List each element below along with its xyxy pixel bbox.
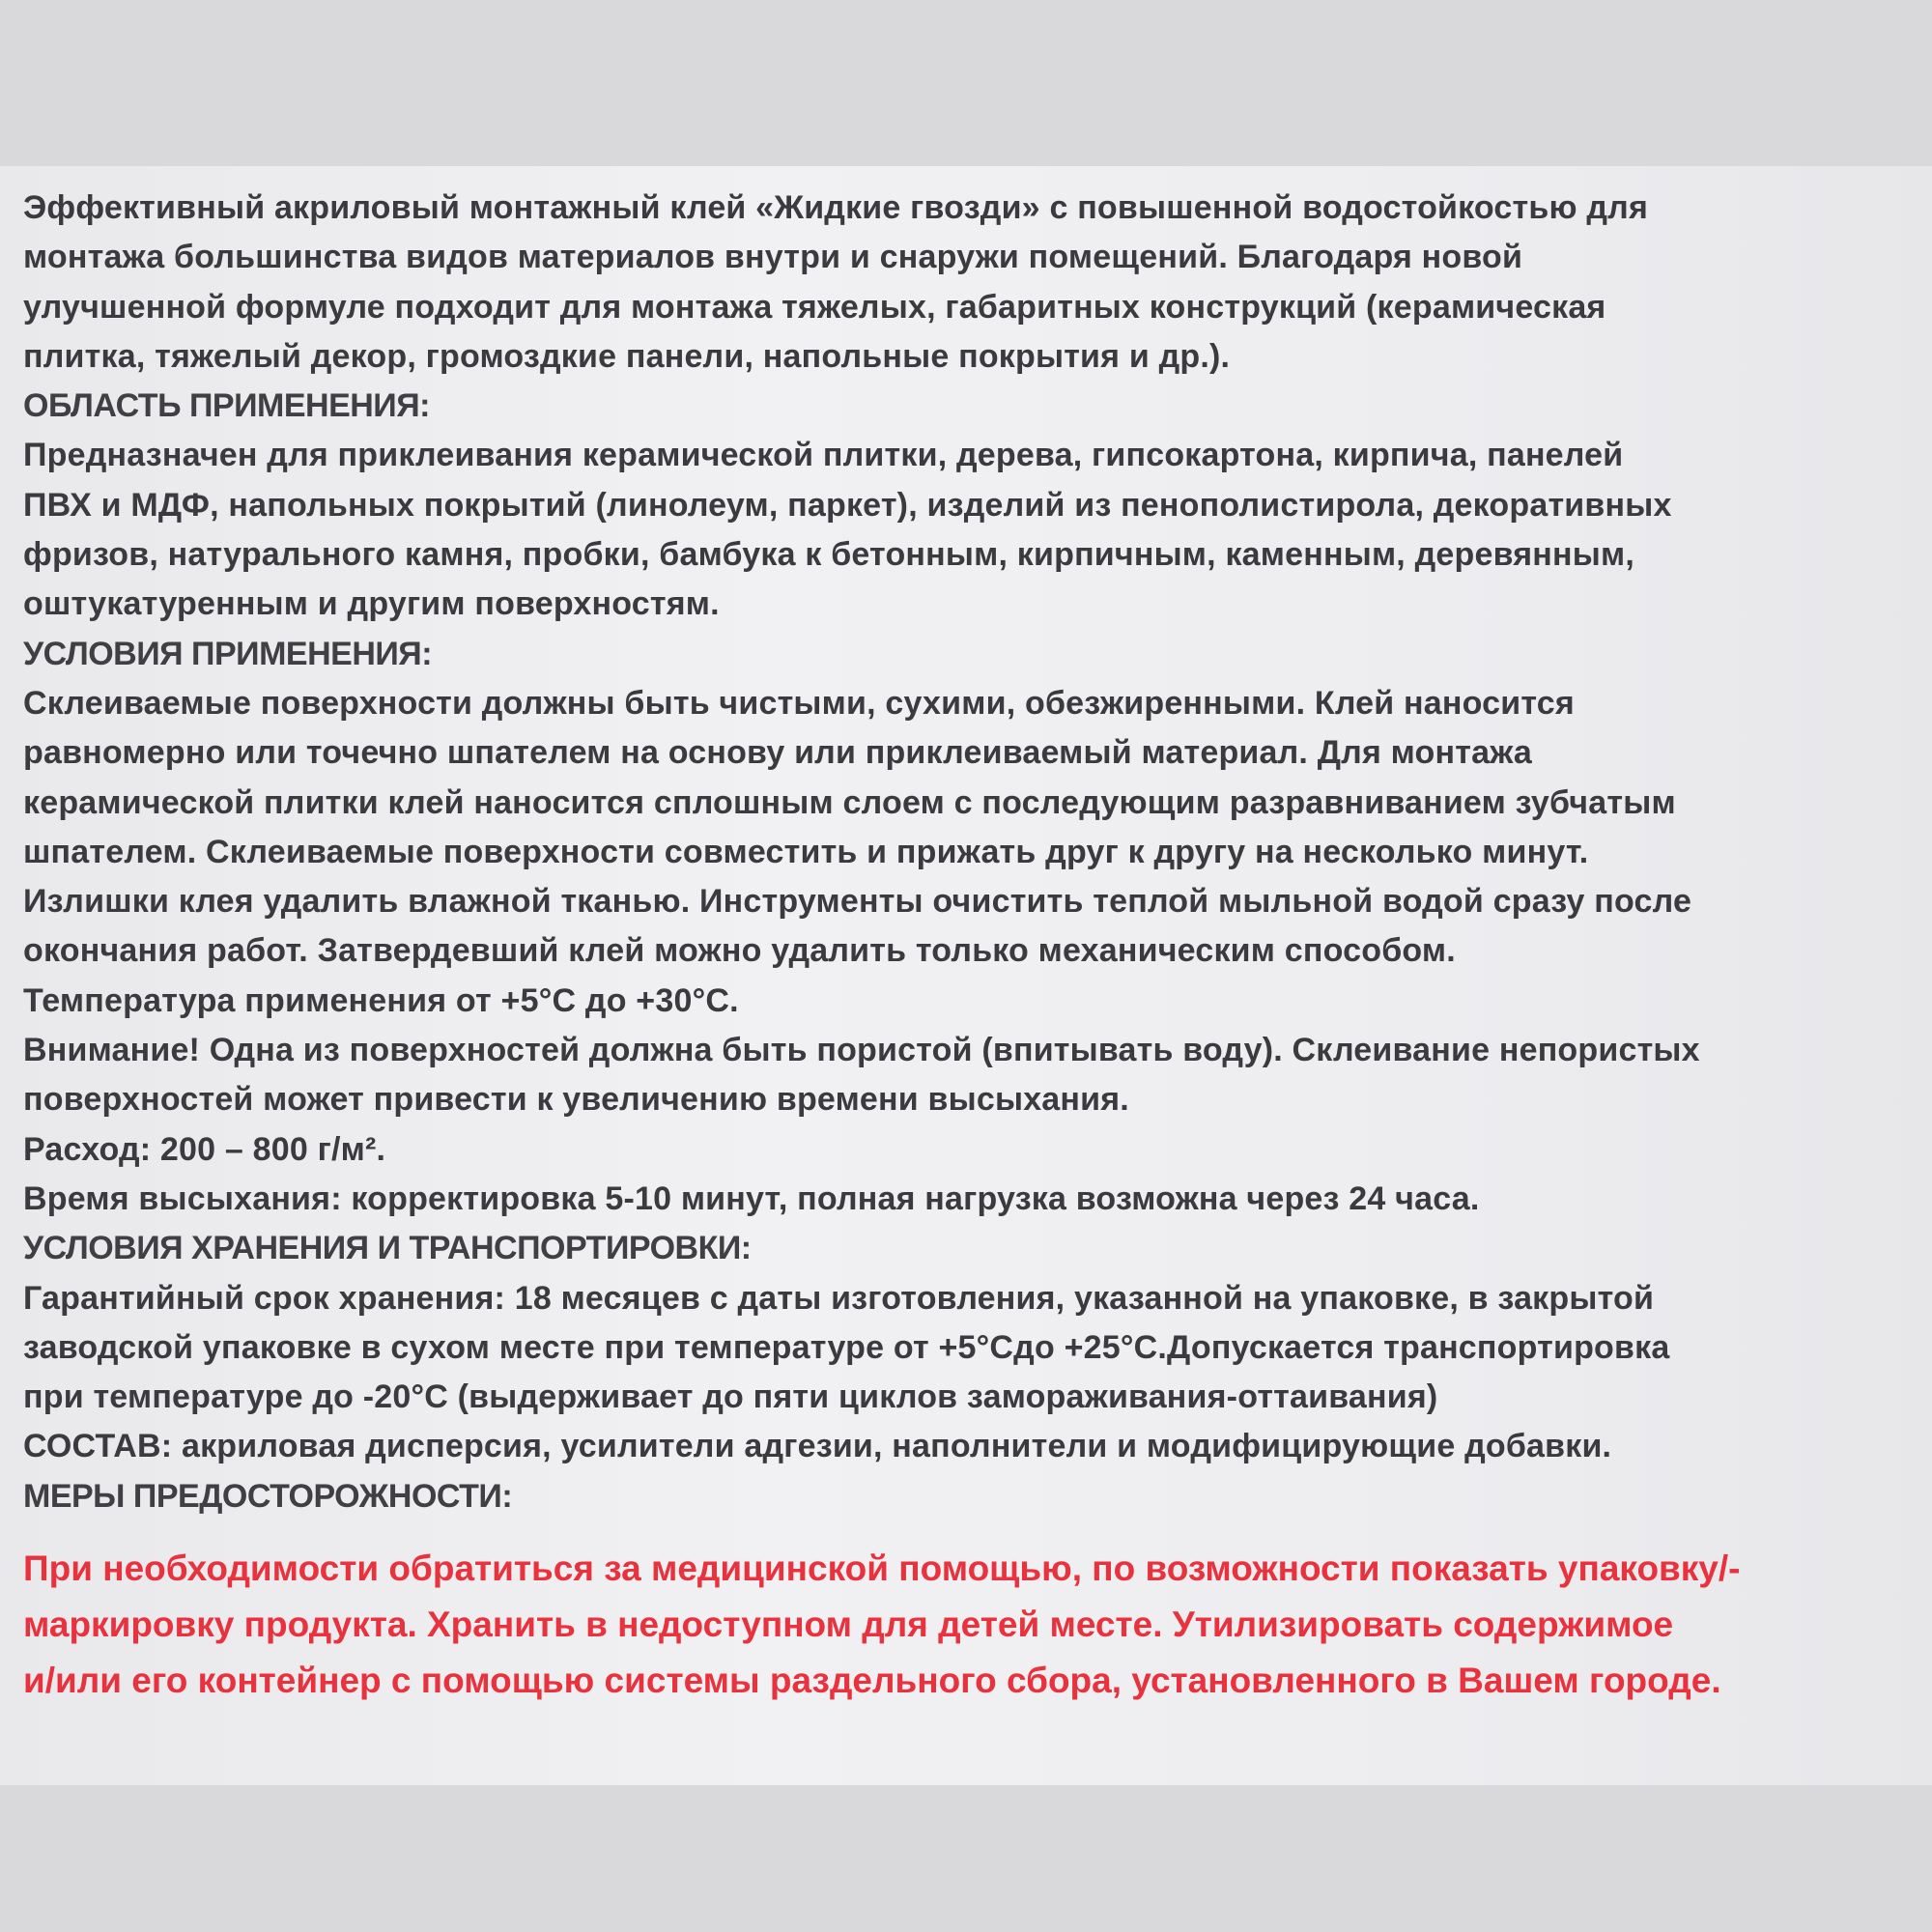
text-line: заводской упаковке в сухом месте при температуре от +5°Сдо +25°С.Допускается транспортировка [23,1328,1670,1366]
text-line: равномерно или точечно шпателем на основу или приклеиваемый материал. Для монтажа [23,734,1533,772]
text-line: окончания работ. Затвердевший клей можно удалить только механическим способом. [23,932,1456,970]
product-label [0,166,1932,1785]
section-heading-application-conditions: УСЛОВИЯ ПРИМЕНЕНИЯ: [23,635,433,672]
text-line: Предназначен для приклеивания керамической плитки, дерева, гипсокартона, кирпича, панелей [23,437,1624,474]
warning-line: и/или его контейнер с помощью системы раздельного сбора, установленного в Вашем городе. [23,1661,1721,1701]
text-line: Гарантийный срок хранения: 18 месяцев с даты изготовления, указанной на упаковке, в закрытой [23,1279,1655,1317]
temperature-line: Температура применения от +5°С до +30°С. [23,981,739,1019]
text-line: поверхностей может привести к увеличению времени высыхания. [23,1081,1129,1119]
text-line: плитка, тяжелый декор, громоздкие панели, напольные покрытия и др.). [23,337,1231,375]
text-line: Излишки клея удалить влажной тканью. Инструменты очистить теплой мыльной водой сразу после [23,883,1692,921]
text-line: оштукатуренным и другим поверхностям. [23,585,720,623]
text-line: керамической плитки клей наносится сплошным слоем с последующим разравниванием зубчатым [23,783,1676,821]
body-text [23,184,1907,1521]
text-line: шпателем. Склеиваемые поверхности совместить и прижать друг к другу на несколько минут. [23,833,1589,870]
section-heading-application-area: ОБЛАСТЬ ПРИМЕНЕНИЯ: [23,387,430,425]
text-line: улучшенной формуле подходит для монтажа тяжелых, габаритных конструкций (керамическая [23,288,1606,326]
spacer [23,1521,1907,1541]
drying-time-line: Время высыхания: корректировка 5-10 минут, полная нагрузка возможна через 24 часа. [23,1179,1480,1217]
text-line: при температуре до -20°С (выдерживает до пяти циклов замораживания-оттаивания) [23,1378,1438,1416]
warning-text [23,1541,1907,1709]
text-line: фризов, натурального камня, пробки, бамбука к бетонным, кирпичным, каменным, деревянным, [23,536,1634,574]
composition-line: СОСТАВ: акриловая дисперсия, усилители адгезии, наполнители и модифицирующие добавки. [23,1428,1612,1465]
warning-line: При необходимости обратиться за медицинской помощью, по возможности показать упаковку/- [23,1548,1741,1589]
text-line: Эффективный акриловый монтажный клей «Жидкие гвозди» с повышенной водостойкостью для [23,189,1648,226]
section-heading-storage: УСЛОВИЯ ХРАНЕНИЯ И ТРАНСПОРТИРОВКИ: [23,1230,752,1267]
text-line: монтажа большинства видов материалов внутри и снаружи помещений. Благодаря новой [23,239,1523,276]
section-heading-precautions: МЕРЫ ПРЕДОСТОРОЖНОСТИ: [23,1477,513,1515]
text-line: Склеиваемые поверхности должны быть чистыми, сухими, обезжиренными. Клей наносится [23,684,1575,722]
consumption-line: Расход: 200 – 800 г/м². [23,1130,386,1168]
text-line: ПВХ и МДФ, напольных покрытий (линолеум, паркет), изделий из пенополистирола, декоративных [23,486,1672,524]
text-line: Внимание! Одна из поверхностей должна быть пористой (впитывать воду). Склеивание непористых [23,1032,1700,1069]
warning-line: маркировку продукта. Хранить в недоступном для детей месте. Утилизировать содержимое [23,1605,1674,1645]
